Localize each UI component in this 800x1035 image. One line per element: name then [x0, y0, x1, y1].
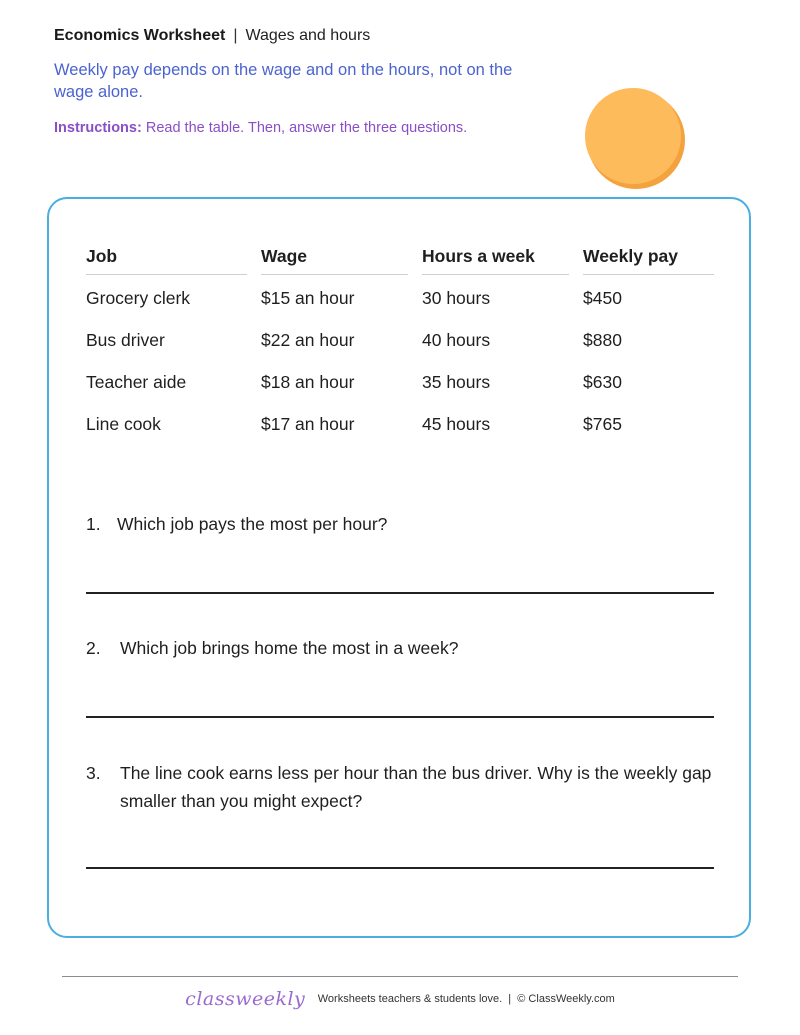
table-cell: 30 hours: [422, 287, 491, 308]
table-cell: Bus driver: [86, 329, 165, 350]
answer-line-1[interactable]: [86, 592, 714, 594]
worksheet-header: [54, 26, 370, 46]
table-cell: 45 hours: [422, 413, 491, 434]
question-1: [86, 510, 714, 538]
table-cell: $22 an hour: [261, 329, 355, 350]
table-cell: $630: [583, 371, 622, 392]
question-number: 2.: [86, 638, 101, 658]
table-cell: $18 an hour: [261, 371, 355, 392]
table-cell: $17 an hour: [261, 413, 355, 434]
table-row: [86, 361, 714, 403]
table-cell: 40 hours: [422, 329, 491, 350]
table-cell: $765: [583, 413, 622, 434]
question-text: Which job brings home the most in a week?: [120, 638, 459, 658]
wage-table: [86, 238, 714, 445]
table-cell: $880: [583, 329, 622, 350]
worksheet-title: Economics Worksheet: [54, 27, 226, 44]
footer-tagline: Worksheets teachers & students love. | © ClassWeekly.com: [317, 993, 615, 1005]
footer: [0, 988, 800, 1010]
worksheet-subtitle: Wages and hours: [245, 27, 371, 44]
brand-logo: classweekly: [185, 988, 306, 1010]
table-cell: Grocery clerk: [86, 287, 191, 308]
table-cell: 35 hours: [422, 371, 491, 392]
instructions: [54, 118, 467, 138]
table-header-cell: Wage: [261, 245, 308, 266]
table-header-cell: Job: [86, 245, 118, 266]
intro-text: Weekly pay depends on the wage and on the hours, not on the wage alone.: [54, 61, 513, 101]
table-header-cell: Hours a week: [422, 245, 535, 266]
question-3: [86, 759, 714, 815]
header-separator: |: [233, 27, 238, 44]
question-text: Which job pays the most per hour?: [117, 514, 388, 534]
question-number: 3.: [86, 763, 101, 783]
table-row: [86, 319, 714, 361]
question-2: [86, 634, 714, 662]
table-row: [86, 277, 714, 319]
table-cell: $15 an hour: [261, 287, 355, 308]
table-cell: $450: [583, 287, 622, 308]
table-header-cell: Weekly pay: [583, 245, 679, 266]
instructions-label: Instructions:: [54, 120, 142, 136]
answer-line-2[interactable]: [86, 716, 714, 718]
table-header-divider: [86, 274, 714, 275]
question-text: The line cook earns less per hour than the bus driver. Why is the weekly gap smaller than you might expect?: [120, 763, 712, 811]
table-row: [86, 403, 714, 445]
answer-line-3[interactable]: [86, 867, 714, 869]
table-cell: Teacher aide: [86, 371, 187, 392]
instructions-text: Read the table. Then, answer the three questions.: [145, 120, 468, 136]
question-number: 1.: [86, 514, 101, 534]
table-cell: Line cook: [86, 413, 161, 434]
sun-illustration: [582, 86, 686, 190]
footer-divider: [62, 976, 738, 977]
table-header-row: [86, 238, 714, 274]
